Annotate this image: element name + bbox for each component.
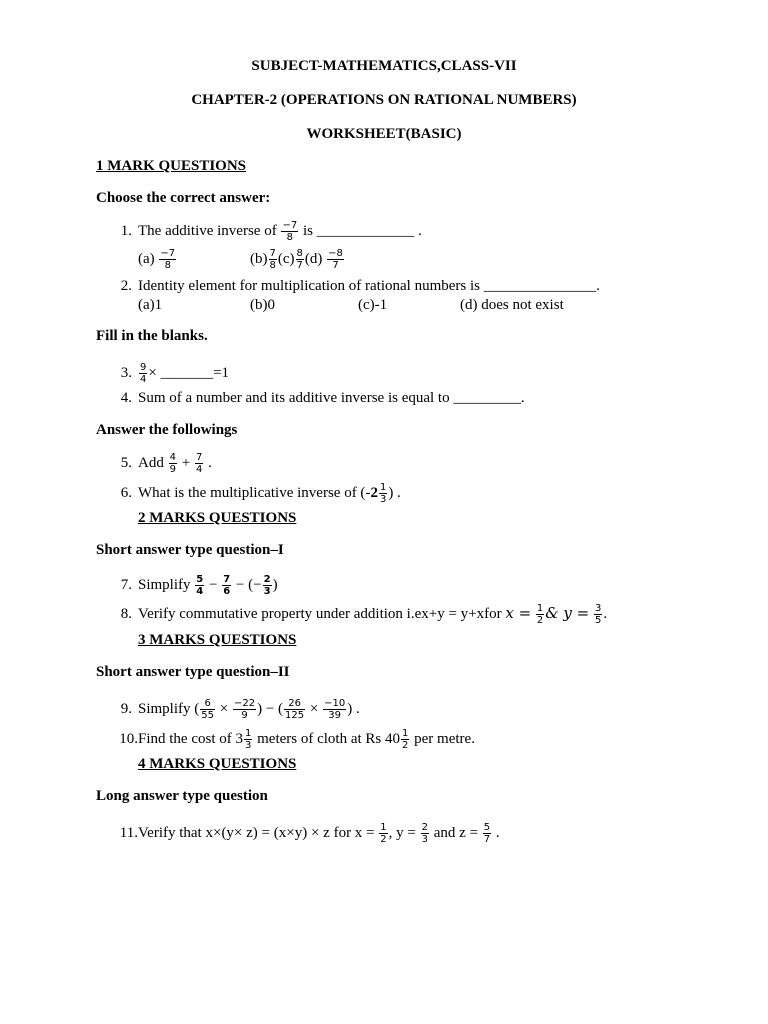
fraction: $\frac{-7}{8}$ [282, 220, 298, 243]
section-fill: Fill in the blanks. [96, 328, 208, 344]
question-8: 8. Verify commutative property under addition i.ex+y = y+xfor x = $\frac{1}{2}$ & y = $\frac{3}{5}$ . [120, 603, 608, 626]
worksheet-title: WORKSHEET(BASIC) [306, 126, 462, 142]
question-1-options [138, 248, 177, 271]
chapter-title: CHAPTER-2 (OPERATIONS ON RATIONAL NUMBERS) [191, 92, 577, 108]
section-short2: Short answer type question–II [96, 664, 290, 680]
question-4: 4. Sum of a number and its additive inverse is equal to _________. [120, 390, 525, 406]
q2-option-c: (c)-1 [358, 297, 388, 313]
option-a: (a) $\frac{-7}{8}$ [138, 248, 176, 271]
question-2: 2. Identity element for multiplication of rational numbers is _______________. [120, 278, 600, 294]
question-5: 5. Add $\frac{4}{9}$ + $\frac{7}{4}$ . [120, 452, 212, 475]
option-b: (b) $\frac{7}{8}$ [250, 248, 276, 271]
question-7: 7. Simplify $\frac{5}{4}$ − $\frac{7}{6}$ − (− $\frac{2}{3}$ ) [120, 574, 278, 597]
section-choose: Choose the correct answer: [96, 190, 271, 206]
option-c: (c) $\frac{8}{7}$ [277, 248, 303, 271]
question-11: 11.Verify that x×(y× z) = (x×y) × z for x = $\frac{1}{2}$ , y = $\frac{2}{3}$ and z = $\frac{5}{7}$ . [119, 822, 500, 845]
question-1-options-bcd [250, 248, 345, 271]
section-long: Long answer type question [96, 788, 268, 804]
section-short1: Short answer type question–I [96, 542, 284, 558]
question-3: 3. $\frac{9}{4}$ × _______=1 [120, 362, 230, 385]
section-two-marks: 2 MARKS QUESTIONS [138, 510, 297, 526]
q2-option-d: (d) does not exist [460, 297, 564, 313]
subject-title: SUBJECT-MATHEMATICS,CLASS-VII [251, 58, 517, 74]
section-one-mark: 1 MARK QUESTIONS [96, 158, 247, 174]
section-four-marks: 4 MARKS QUESTIONS [138, 756, 297, 772]
question-10: 10.Find the cost of 3 $\frac{1}{3}$ meters of cloth at Rs 40 $\frac{1}{2}$ per metre. [119, 728, 475, 751]
option-d: (d) $\frac{-8}{7}$ [304, 248, 343, 271]
question-1: 1. The additive inverse of $\frac{-7}{8}$ is _____________ . [120, 220, 422, 243]
q2-option-b: (b)0 [250, 297, 275, 313]
question-9: 9. Simplify ( $\frac{6}{55}$ × $\frac{-22}{9}$ ) − ( $\frac{26}{125}$ × $\frac{-10}{39}$ ) . [120, 698, 360, 721]
q2-option-a: (a)1 [138, 297, 163, 313]
section-three-marks: 3 MARKS QUESTIONS [138, 632, 297, 648]
section-answer: Answer the followings [96, 422, 238, 438]
question-6: 6. What is the multiplicative inverse of (-2 $\frac{1}{3}$ ) . [120, 482, 401, 505]
